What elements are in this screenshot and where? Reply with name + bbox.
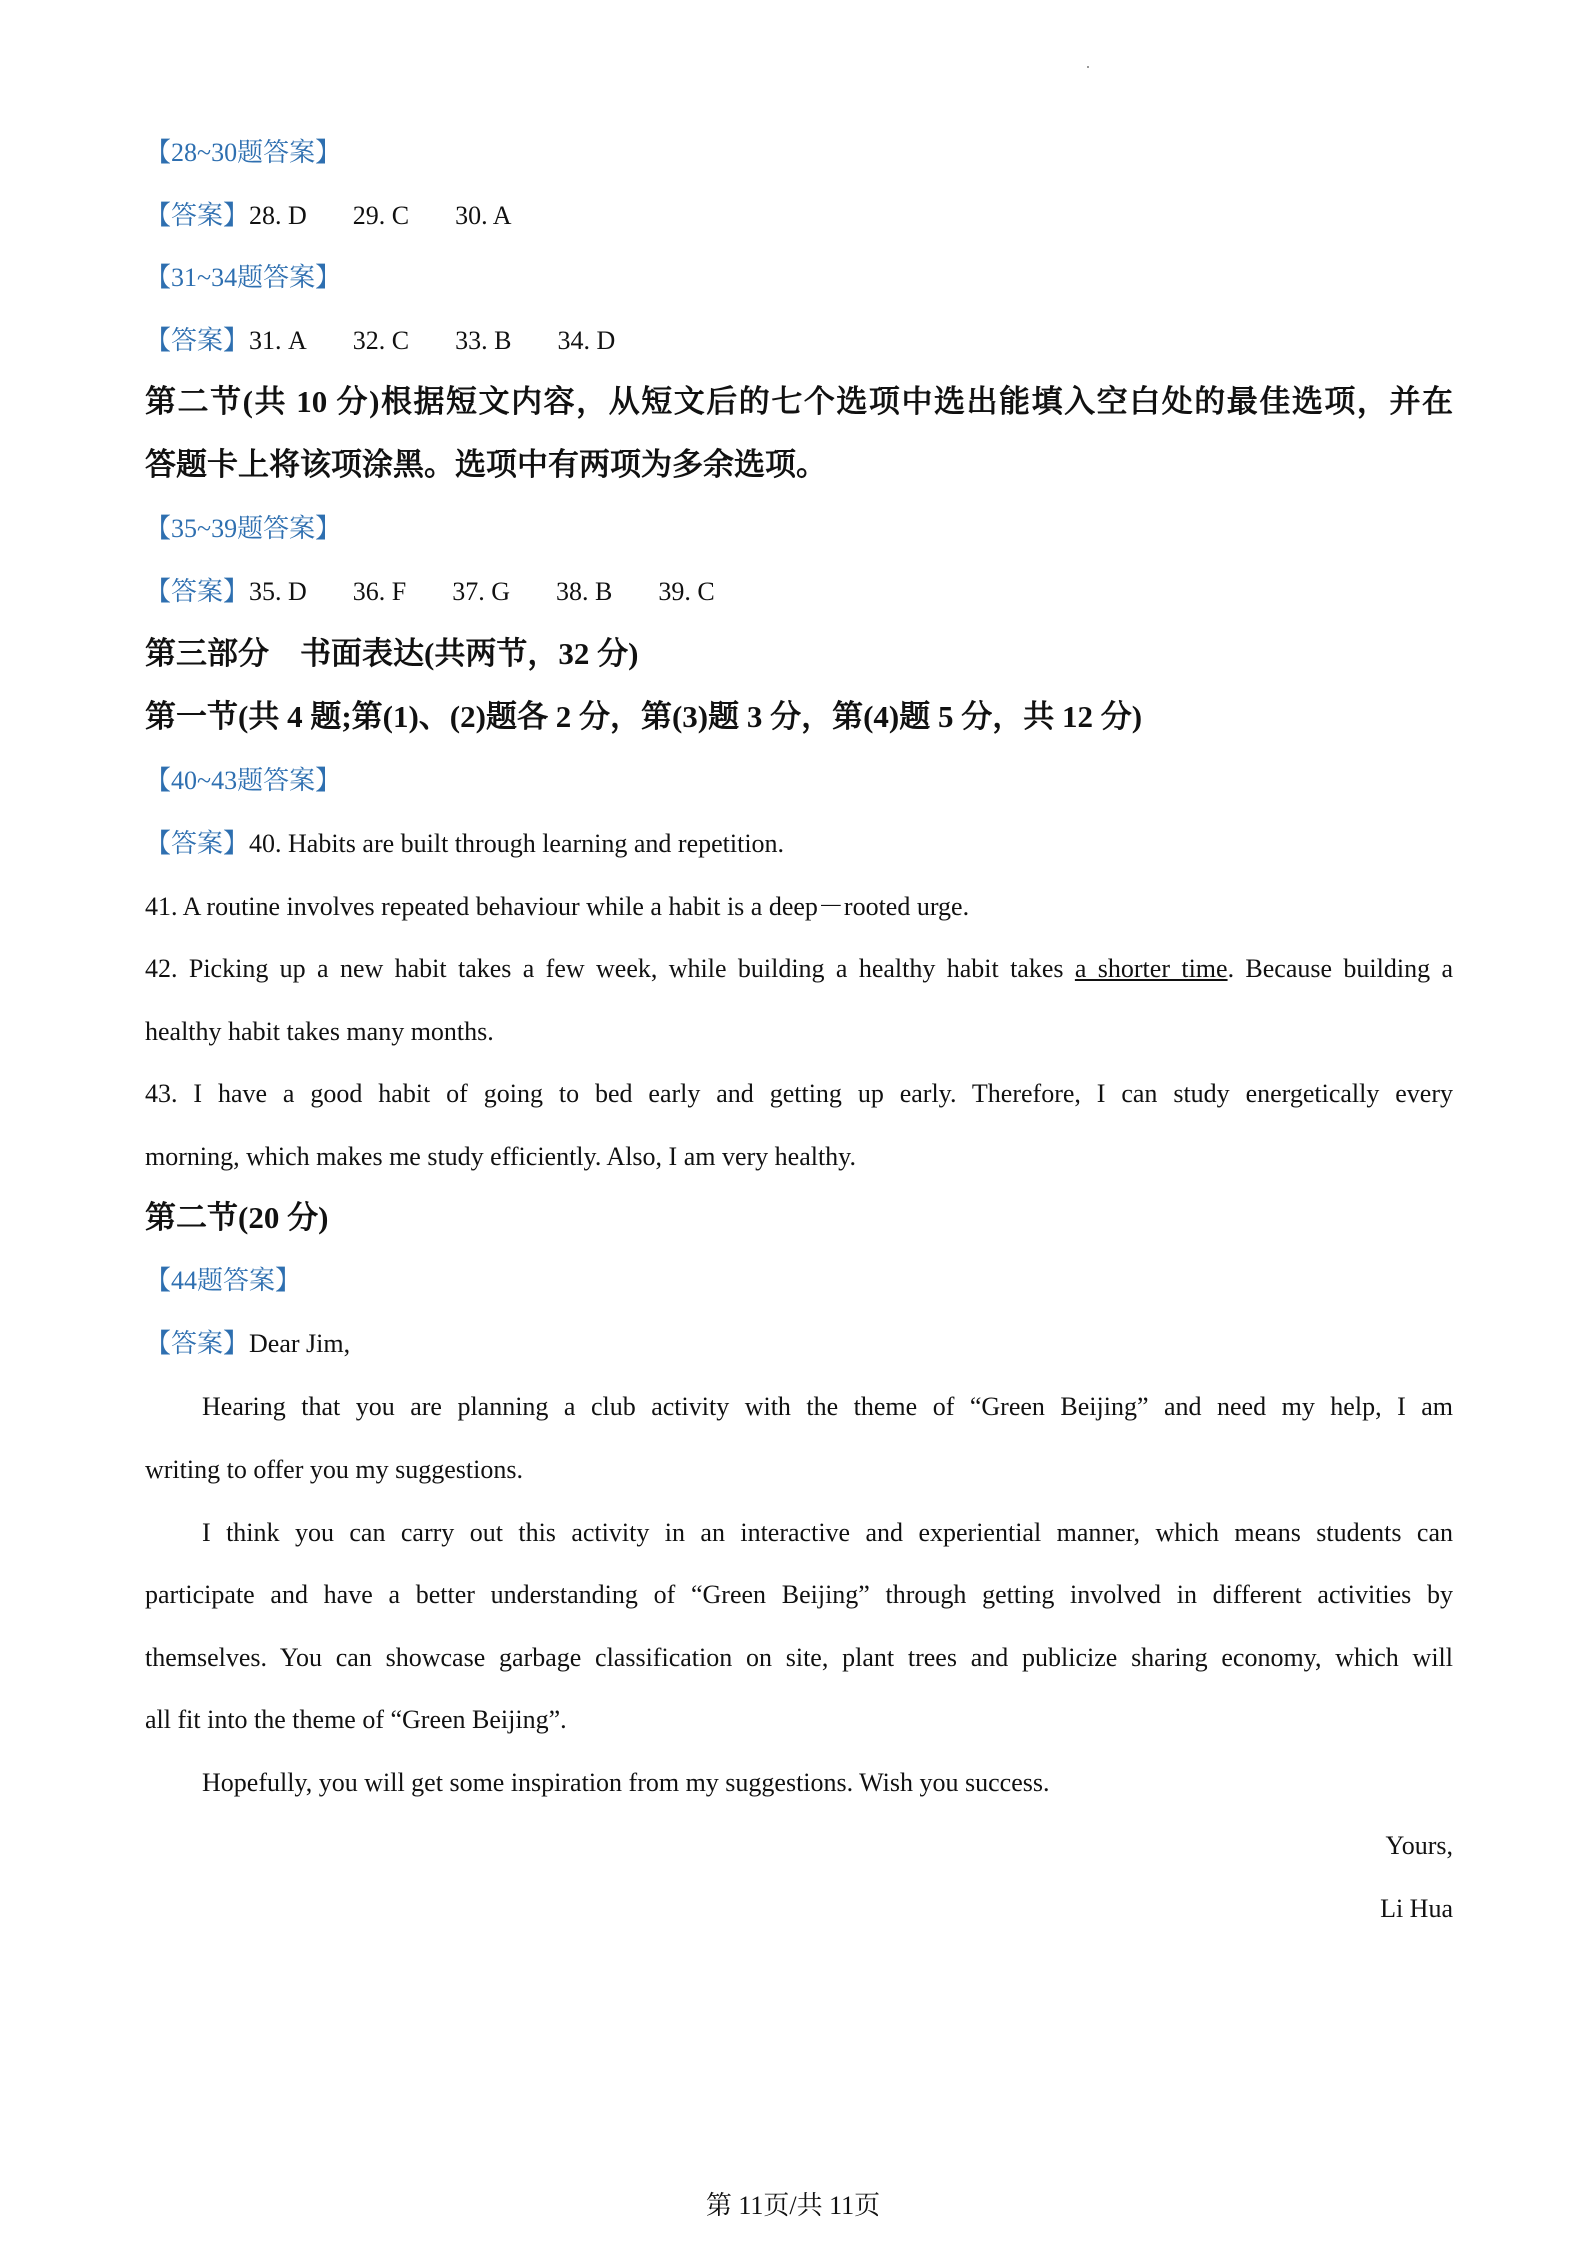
answer-header-40-43: 【40~43题答案】 <box>145 766 342 795</box>
answer-row-35-39 <box>145 574 1453 610</box>
letter-p1-line2: writing to offer you my suggestions. <box>145 1455 523 1484</box>
answer-42-underlined: a shorter time <box>1074 954 1228 983</box>
answer-header-31-34: 【31~34题答案】 <box>145 263 342 292</box>
answer-item: 30. A <box>455 201 512 230</box>
section-heading-part2-sec2-line1: 第二节(共 10 分)根据短文内容，从短文后的七个选项中选出能填入空白处的最佳选项，并在 <box>145 384 1453 419</box>
answer-item: 34. D <box>557 326 616 355</box>
letter-p2-line1: I think you can carry out this activity in an interactive and experiential manner, which means students can <box>202 1518 1453 1547</box>
answer-41: 41. A routine involves repeated behaviour while a habit is a deep－rooted urge. <box>145 892 970 921</box>
letter-p1-line1: Hearing that you are planning a club activity with the theme of “Green Beijing” and need my help, I am <box>202 1392 1453 1421</box>
answer-tag: 【答案】 <box>145 326 250 355</box>
section-heading-part2-sec2-line2: 答题卡上将该项涂黑。选项中有两项为多余选项。 <box>145 447 827 482</box>
answer-item: 32. C <box>352 326 410 355</box>
scan-mark <box>1087 66 1089 68</box>
letter-greeting: Dear Jim, <box>249 1329 351 1358</box>
letter-greeting-row <box>145 1326 1453 1362</box>
answer-item: 28. D <box>249 201 307 230</box>
answer-42-pre: 42. Picking up a new habit takes a few week, while building a healthy habit takes <box>145 954 1075 983</box>
part3-section1-heading: 第一节(共 4 题;第(1)、(2)题各 2 分，第(3)题 3 分，第(4)题 5 分，共 12 分) <box>145 699 1143 734</box>
answer-item: 38. B <box>556 577 613 606</box>
answer-row-28-30 <box>145 198 1453 234</box>
answer-header-35-39: 【35~39题答案】 <box>145 514 342 543</box>
letter-p2-line4: all fit into the theme of “Green Beijing”. <box>145 1705 567 1734</box>
answer-tag: 【答案】 <box>145 1329 250 1358</box>
answer-row-31-34 <box>145 323 1453 359</box>
answer-tag: 【答案】 <box>145 829 250 858</box>
answer-item: 35. D <box>249 577 307 606</box>
answer-item: 29. C <box>352 201 410 230</box>
answer-43-line1: 43. I have a good habit of going to bed early and getting up early. Therefore, I can study energetically every <box>145 1079 1453 1108</box>
page-number: 第 11页/共 11页 <box>705 2191 881 2220</box>
part3-title: 第三部分 书面表达(共两节，32 分) <box>145 636 639 671</box>
part3-section2-heading: 第二节(20 分) <box>145 1200 329 1235</box>
answer-item: 31. A <box>249 326 307 355</box>
answer-40-text: 40. Habits are built through learning and repetition. <box>249 829 785 858</box>
answer-40 <box>145 826 1453 862</box>
answer-tag: 【答案】 <box>145 577 250 606</box>
letter-closing: Yours, <box>1385 1831 1453 1860</box>
answer-42-line1 <box>145 951 1453 987</box>
answer-header-44: 【44题答案】 <box>145 1266 302 1295</box>
letter-p2-line3: themselves. You can showcase garbage classification on site, plant trees and publicize sharing economy, which will <box>145 1643 1453 1672</box>
answer-43-line2: morning, which makes me study efficiently. Also, I am very healthy. <box>145 1142 856 1171</box>
answer-item: 33. B <box>455 326 512 355</box>
letter-p2-line2: participate and have a better understanding of “Green Beijing” through getting involved in different activities by <box>145 1580 1453 1609</box>
answer-42-line2: healthy habit takes many months. <box>145 1017 494 1046</box>
answer-item: 39. C <box>658 577 715 606</box>
answer-item: 36. F <box>352 577 407 606</box>
letter-p3: Hopefully, you will get some inspiration from my suggestions. Wish you success. <box>202 1768 1050 1797</box>
letter-signature: Li Hua <box>1380 1894 1453 1923</box>
answer-header-28-30: 【28~30题答案】 <box>145 138 342 167</box>
answer-item: 37. G <box>452 577 511 606</box>
answer-tag: 【答案】 <box>145 201 250 230</box>
answer-42-post: . Because building a <box>1227 954 1453 983</box>
